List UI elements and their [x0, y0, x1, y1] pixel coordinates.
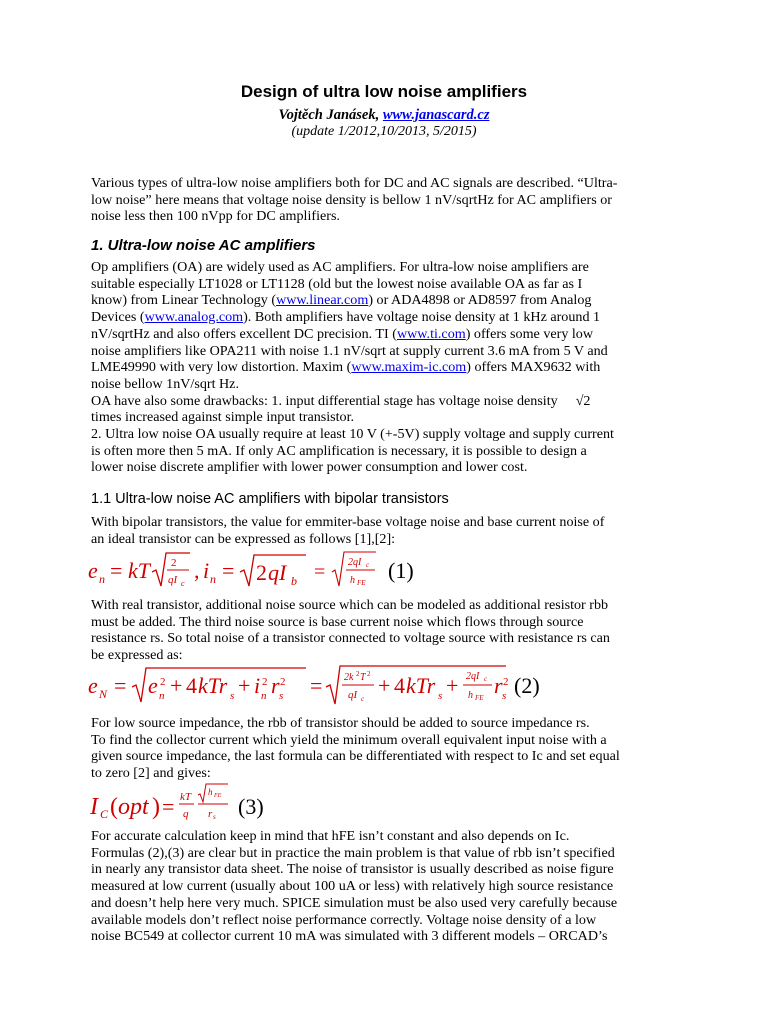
svg-text:2: 2: [503, 676, 509, 688]
text-line: With real transistor, additional noise source which can be modeled as additional resistor rbb: [91, 597, 609, 613]
equation-3: [90, 783, 310, 827]
author-website-link[interactable]: www.janascard.cz: [382, 107, 490, 123]
svg-text:=: =: [314, 561, 326, 583]
svg-text:FE: FE: [357, 579, 366, 587]
svg-text:e: e: [88, 673, 98, 698]
svg-text:kTr: kTr: [406, 673, 436, 698]
text-span: LME49990 with very low distortion. Maxim (: [91, 359, 352, 376]
text-line: lower noise discrete amplifier with lower power consumption and lower cost.: [91, 459, 528, 476]
text-line: and doesn’t help here very much. SPICE simulation must be also used very carefully because: [91, 894, 618, 911]
text-line: available models don’t reflect noise performance correctly. Voltage noise density of a low: [91, 911, 597, 928]
svg-text:h: h: [208, 787, 213, 797]
svg-text:+: +: [170, 673, 183, 698]
abstract-line: low noise” here means that voltage noise density is bellow 1 nV/sqrtHz for AC amplifiers or: [91, 191, 612, 208]
svg-text:): ): [152, 794, 160, 820]
update-note: (update 1/2012,10/2013, 5/2015): [291, 124, 477, 139]
svg-text:b: b: [291, 574, 297, 588]
text-line: be expressed as:: [91, 647, 183, 664]
equation-1: [88, 550, 428, 592]
svg-text:c: c: [361, 695, 365, 703]
svg-text:C: C: [100, 807, 109, 821]
svg-text:r: r: [271, 673, 280, 698]
text-span: ). Both amplifiers have voltage noise density at 1 kHz around 1: [243, 309, 601, 326]
svg-text:r: r: [208, 808, 213, 820]
svg-text:s: s: [213, 813, 216, 821]
author-name: Vojtěch Janásek,: [278, 107, 383, 123]
equation-3-number: (3): [238, 794, 264, 819]
svg-text:kT: kT: [180, 791, 191, 803]
section-heading-1-1: 1.1 Ultra-low noise AC amplifiers with bipolar transistors: [91, 491, 449, 507]
svg-text:2qI: 2qI: [466, 671, 480, 682]
text-line: [91, 393, 677, 410]
ti-link[interactable]: www.ti.com: [396, 325, 466, 342]
equation-2-number: (2): [514, 673, 540, 698]
text-span: ) offers MAX9632 with: [466, 359, 601, 376]
svg-text:qI: qI: [348, 689, 358, 701]
svg-text:2k: 2k: [344, 672, 354, 683]
text-line: [91, 359, 677, 376]
text-span: Devices (: [91, 309, 145, 326]
section-heading-1: 1. Ultra-low noise AC amplifiers: [91, 237, 316, 254]
text-line: resistance rs. So total noise of a transistor connected to voltage source with resistance rs can: [91, 630, 610, 647]
text-line: in nearly any transistor data sheet. The noise of transistor is usually described as noise figure: [91, 861, 614, 878]
svg-text:I: I: [90, 794, 98, 820]
svg-text:r: r: [494, 673, 503, 698]
text-line: noise bellow 1nV/sqrt Hz.: [91, 375, 239, 392]
svg-text:=: =: [310, 673, 323, 698]
text-line: For accurate calculation keep in mind that hFE isn’t constant and also depends on Ic.: [91, 828, 570, 844]
analog-link[interactable]: www.analog.com: [144, 309, 244, 326]
svg-text:=: =: [114, 673, 127, 698]
text-line: Formulas (2),(3) are clear but in practice the main problem is that value of rbb isn’t specified: [91, 844, 615, 861]
svg-text:2: 2: [367, 670, 371, 678]
text-line: must be added. The third noise source is base current noise which flows through source: [91, 613, 584, 630]
linear-link[interactable]: www.linear.com: [276, 292, 369, 309]
sqrt2-symbol: √2: [575, 392, 591, 409]
svg-text:4: 4: [186, 673, 197, 698]
svg-text:2: 2: [160, 676, 166, 688]
svg-text:e: e: [88, 558, 98, 583]
svg-text:s: s: [230, 690, 235, 702]
svg-text:qI: qI: [168, 574, 178, 586]
svg-text:h: h: [350, 575, 355, 586]
equation-1-number: (1): [388, 558, 414, 583]
svg-text:2: 2: [262, 676, 268, 688]
text-span: ) offers some very low: [465, 325, 594, 342]
svg-text:FE: FE: [475, 694, 484, 702]
svg-text:n: n: [99, 572, 105, 586]
svg-text:qI: qI: [268, 560, 287, 585]
text-line: With bipolar transistors, the value for emmiter-base voltage noise and base current noise of: [91, 514, 605, 530]
svg-text:kTr: kTr: [198, 673, 228, 698]
svg-text:s: s: [502, 690, 507, 702]
text-line: [91, 292, 677, 309]
svg-text:2: 2: [356, 670, 360, 678]
svg-text:n: n: [261, 690, 267, 702]
svg-text:h: h: [468, 690, 473, 701]
text-line: [91, 326, 677, 343]
svg-text:4: 4: [394, 673, 405, 698]
text-line: Op amplifiers (OA) are widely used as AC amplifiers. For ultra-low noise amplifiers are: [91, 259, 589, 275]
text-span: ) or ADA4898 or AD8597 from Analog: [368, 292, 592, 309]
svg-text:q: q: [183, 808, 189, 820]
svg-text:s: s: [438, 690, 443, 702]
svg-text:(: (: [110, 794, 118, 820]
svg-text:n: n: [159, 690, 165, 702]
svg-text:T: T: [360, 672, 366, 683]
svg-text:+: +: [238, 673, 251, 698]
section11-paragraph-2: [91, 597, 677, 664]
svg-text:2: 2: [280, 676, 286, 688]
text-line: given source impedance, the last formula can be differentiated with respect to Ic and set equal: [91, 748, 620, 765]
maxim-link[interactable]: www.maxim-ic.com: [351, 359, 467, 376]
svg-text:2: 2: [171, 557, 177, 569]
text-line: noise amplifiers like OPA211 with noise 1.1 nV/sqrt at supply current 3.6 mA from 5 V and: [91, 342, 608, 359]
text-line: noise BC549 at collector current 10 mA was simulated with 3 different models – ORCAD’s: [91, 928, 608, 945]
svg-text:n: n: [210, 572, 216, 586]
abstract-paragraph: [91, 175, 677, 225]
text-line: To find the collector current which yield the minimum overall equivalent input noise with a: [91, 731, 607, 748]
svg-text:kT: kT: [128, 558, 150, 583]
text-span: nV/sqrtHz and also offers excellent DC precision. TI (: [91, 325, 397, 342]
svg-text:=: =: [162, 794, 175, 819]
text-line: For low source impedance, the rbb of transistor should be added to source impedance rs.: [91, 715, 590, 731]
document-title: Design of ultra low noise amplifiers: [240, 82, 528, 101]
svg-text:+: +: [446, 673, 459, 698]
svg-text:i: i: [254, 673, 261, 698]
abstract-line: noise less then 100 nVpp for DC amplifiers.: [91, 208, 340, 225]
text-line: [91, 309, 677, 326]
text-line: an ideal transistor can be expressed as follows [1],[2]:: [91, 530, 396, 547]
section11-intro: [91, 514, 677, 547]
section11-paragraph-4: [91, 828, 677, 945]
svg-text:i: i: [203, 558, 210, 583]
svg-text:,: ,: [194, 558, 200, 583]
svg-text:2qI: 2qI: [348, 557, 362, 568]
section1-paragraph: [91, 259, 677, 476]
text-span: OA have also some drawbacks: 1. input differential stage has voltage noise density: [91, 392, 558, 409]
svg-text:=: =: [222, 558, 235, 583]
text-line: suitable especially LT1028 or LT1128 (old but the lowest noise available OA as far as I: [91, 275, 583, 292]
svg-text:FE: FE: [214, 793, 222, 799]
svg-text:s: s: [279, 690, 284, 702]
svg-text:=: =: [110, 558, 123, 583]
svg-text:c: c: [181, 579, 185, 588]
equation-2: [88, 664, 558, 708]
svg-text:c: c: [366, 561, 370, 569]
text-line: 2. Ultra low noise OA usually require at least 10 V (+-5V) supply voltage and supply current: [91, 426, 614, 443]
text-line: measured at low current (usually about 100 uA or less) with relatively high source resistance: [91, 878, 614, 895]
author-line: [0, 107, 768, 124]
svg-text:2: 2: [256, 560, 267, 585]
text-span: know) from Linear Technology (: [91, 292, 277, 309]
abstract-line: Various types of ultra-low noise amplifiers both for DC and AC signals are described. “Ultra-: [91, 175, 618, 191]
section11-paragraph-3: [91, 715, 677, 782]
text-line: times increased against simple input transistor.: [91, 409, 355, 426]
svg-text:+: +: [378, 673, 391, 698]
text-line: is often more then 5 mA. If only AC amplification is necessary, it is possible to design a: [91, 442, 587, 459]
svg-text:N: N: [99, 687, 108, 701]
svg-text:opt: opt: [118, 794, 149, 820]
text-line: to zero [2] and gives:: [91, 765, 211, 782]
svg-text:c: c: [484, 675, 488, 683]
svg-text:e: e: [148, 673, 158, 698]
